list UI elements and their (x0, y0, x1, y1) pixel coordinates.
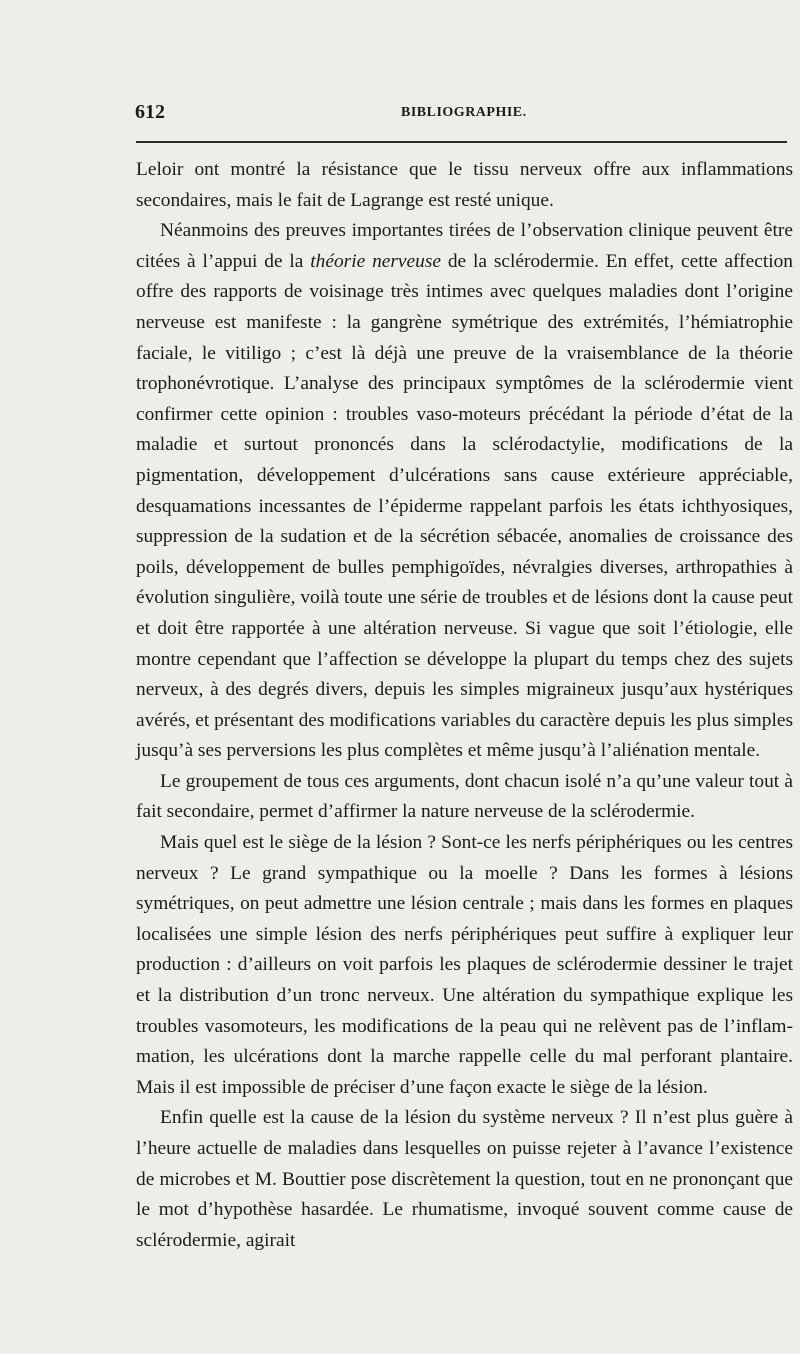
header-rule (136, 141, 787, 143)
body-text (136, 155, 793, 1256)
running-head: BIBLIOGRAPHIE. (401, 105, 527, 120)
paragraph-3: Le groupement de tous ces arguments, dont chacun isolé n’a qu’une valeur tout à fait secondaire, permet d’affirmer la nature nerveuse de la sclérodermie. (136, 770, 793, 823)
paragraph-2-part-1: Néanmoins des preuves importantes tirées de l’observation clinique peuvent être citées à l’appui de la (136, 220, 793, 272)
paragraph-2 (136, 216, 793, 767)
paragraph-4: Mais quel est le siège de la lésion ? Sont-ce les nerfs périphériques ou les centres nerveux ? Le grand sympathique ou la moelle ? Dans les formes à lésions symétriques, on peut admettre une lésion centrale ; mais dans les formes en plaques localisées une simple lésion des nerfs périphériques peut suffire à expliquer leur production : d’ailleurs on voit parfois les plaques de sclérodermie dessiner le trajet et la distribution d’un tronc nerveux. Une altération du sympathique explique les troubles vasomoteurs, les modifications de la peau qui ne relèvent pas de l’inflammation, les ulcérations dont la marche rappelle celle du mal perforant plantaire. Mais il est impossible de préciser d’une façon exacte le siège de la lésion. (136, 832, 793, 1098)
paragraph-1: Leloir ont montré la résistance que le tissu nerveux offre aux inflammations secondaires, mais le fait de Lagrange est resté unique. (136, 159, 793, 211)
paragraph-2-part-2: de la sclérodermie. En effet, cette affection offre des rapports de voisinage très intimes avec quelques maladies dont l’origine nerveuse est manifeste : la gangrène symétrique des extrémités, l’hémiatrophie faciale, le vitiligo ; c’est là déjà une preuve de la vraisemblance de la théorie trophonévrotique. L’analyse des principaux symptômes de la sclérodermie vient confirmer cette opinion : troubles vaso-moteurs précédant la période d’état de la maladie et surtout prononcés dans la sclérodactylie, modifications de la pigmentation, développement d’ulcérations sans cause extérieure appréciable, desquamations incessantes de l’épiderme rappelant parfois les états ichthyosiques, suppression de la sudation et de la sécrétion sébacée, anomalies de croissance des poils, développement de bulles pemphigoïdes, névralgies diverses, arthropathies à évolution singulière, voilà toute une série de troubles et de lésions dont la cause peut et doit être rapportée à une altération nerveuse. Si vague que soit l’étiologie, elle montre cependant que l’affection se développe la plupart du temps chez des sujets nerveux, à des degrés divers, depuis les simples migraineux jusqu’aux hystériques avérés, et présentant des modifications variables du caractère depuis les plus simples jusqu’à ses perversions les plus complètes et même jusqu’à l’aliénation mentale. (136, 250, 793, 762)
page-number: 612 (135, 101, 165, 123)
paragraph-5: Enfin quelle est la cause de la lésion du système nerveux ? Il n’est plus guère à l’heure actuelle de maladies dans lesquelles on puisse rejeter à l’avance l’existence de microbes et M. Bouttier pose discrètement la question, tout en ne prononçant que le mot d’hypothèse hasardée. Le rhumatisme, invoqué souvent comme cause de sclérodermie, agirait (136, 1107, 793, 1251)
page-header (135, 101, 790, 129)
paragraph-2-italic: théorie nerveuse (310, 250, 441, 272)
